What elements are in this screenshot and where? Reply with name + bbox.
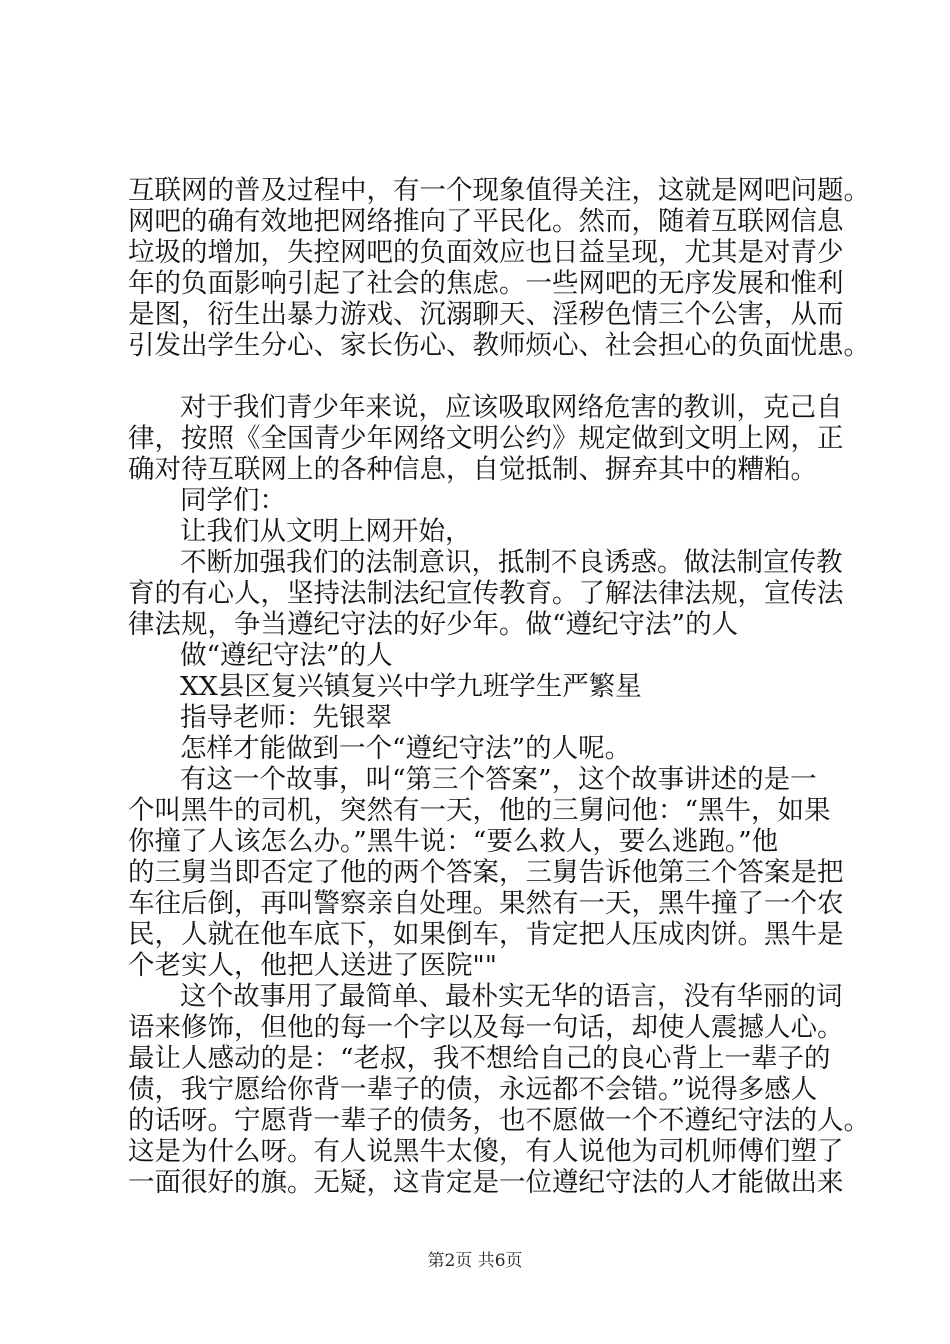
paragraph-line: 车往后倒，再叫警察亲自处理。果然有一天，黑牛撞了一个农	[128, 888, 844, 919]
paragraph-line: 垃圾的增加，失控网吧的负面效应也日益呈现，尤其是对青少	[128, 237, 844, 268]
paragraph-line: 让我们从文明上网开始，	[180, 516, 472, 547]
paragraph-line: 确对待互联网上的各种信息，自觉抵制、摒弃其中的糟粕。	[128, 454, 817, 485]
paragraph-line: 民，人就在他车底下，如果倒车，肯定把人压成肉饼。黑牛是	[128, 919, 844, 950]
paragraph-line: 对于我们青少年来说，应该吸取网络危害的教训，克己自	[180, 392, 843, 423]
author-line: XX县区复兴镇复兴中学九班学生严繁星	[180, 671, 642, 702]
paragraph-line: 育的有心人，坚持法制法纪宣传教育。了解法律法规，宣传法	[128, 578, 844, 609]
paragraph-line: 的三舅当即否定了他的两个答案，三舅告诉他第三个答案是把	[128, 857, 844, 888]
paragraph-line: 是图，衍生出暴力游戏、沉溺聊天、淫秽色情三个公害，从而	[128, 299, 844, 330]
paragraph-line: 引发出学生分心、家长伤心、教师烦心、社会担心的负面忧患。	[128, 330, 870, 361]
paragraph-line: 律法规，争当遵纪守法的好少年。做“遵纪守法”的人	[128, 609, 739, 640]
page-number-footer: 第2页 共6页	[427, 1251, 523, 1271]
paragraph-line: 这个故事用了最简单、最朴实无华的语言，没有华丽的词	[180, 981, 843, 1012]
paragraph-line: 的话呀。宁愿背一辈子的债务，也不愿做一个不遵纪守法的人。	[128, 1105, 870, 1136]
section-title: 做“遵纪守法”的人	[180, 640, 393, 671]
paragraph-line: 这是为什么呀。有人说黑牛太傻，有人说他为司机师傅们塑了	[128, 1136, 844, 1167]
advisor-line: 指导老师：先银翠	[180, 702, 392, 733]
paragraph-line: 语来修饰，但他的每一个字以及每一句话，却使人震撼人心。	[128, 1012, 844, 1043]
paragraph-line: 最让人感动的是：“老叔，我不想给自己的良心背上一辈子的	[128, 1043, 831, 1074]
paragraph-line: 网吧的确有效地把网络推向了平民化。然而，随着互联网信息	[128, 206, 844, 237]
paragraph-line: 个叫黑牛的司机，突然有一天，他的三舅问他：“黑牛，如果	[128, 795, 831, 826]
paragraph-line: 你撞了人该怎么办。”黑牛说：“要么救人，要么逃跑。”他	[128, 826, 779, 857]
paragraph-line: 有这一个故事，叫“第三个答案”，这个故事讲述的是一	[180, 764, 817, 795]
paragraph-line: 不断加强我们的法制意识，抵制不良诱惑。做法制宣传教	[180, 547, 843, 578]
paragraph-line: 债，我宁愿给你背一辈子的债，永远都不会错。”说得多感人	[128, 1074, 818, 1105]
paragraph-line: 互联网的普及过程中，有一个现象值得关注，这就是网吧问题。	[128, 175, 870, 206]
paragraph-line: 年的负面影响引起了社会的焦虑。一些网吧的无序发展和惟利	[128, 268, 844, 299]
paragraph-line: 怎样才能做到一个“遵纪守法”的人呢。	[180, 733, 632, 764]
paragraph-line: 律，按照《全国青少年网络文明公约》规定做到文明上网，正	[128, 423, 844, 454]
paragraph-line: 个老实人，他把人送进了医院""	[128, 950, 497, 981]
paragraph-line: 同学们：	[180, 485, 286, 516]
paragraph-line: 一面很好的旗。无疑，这肯定是一位遵纪守法的人才能做出来	[128, 1167, 844, 1198]
